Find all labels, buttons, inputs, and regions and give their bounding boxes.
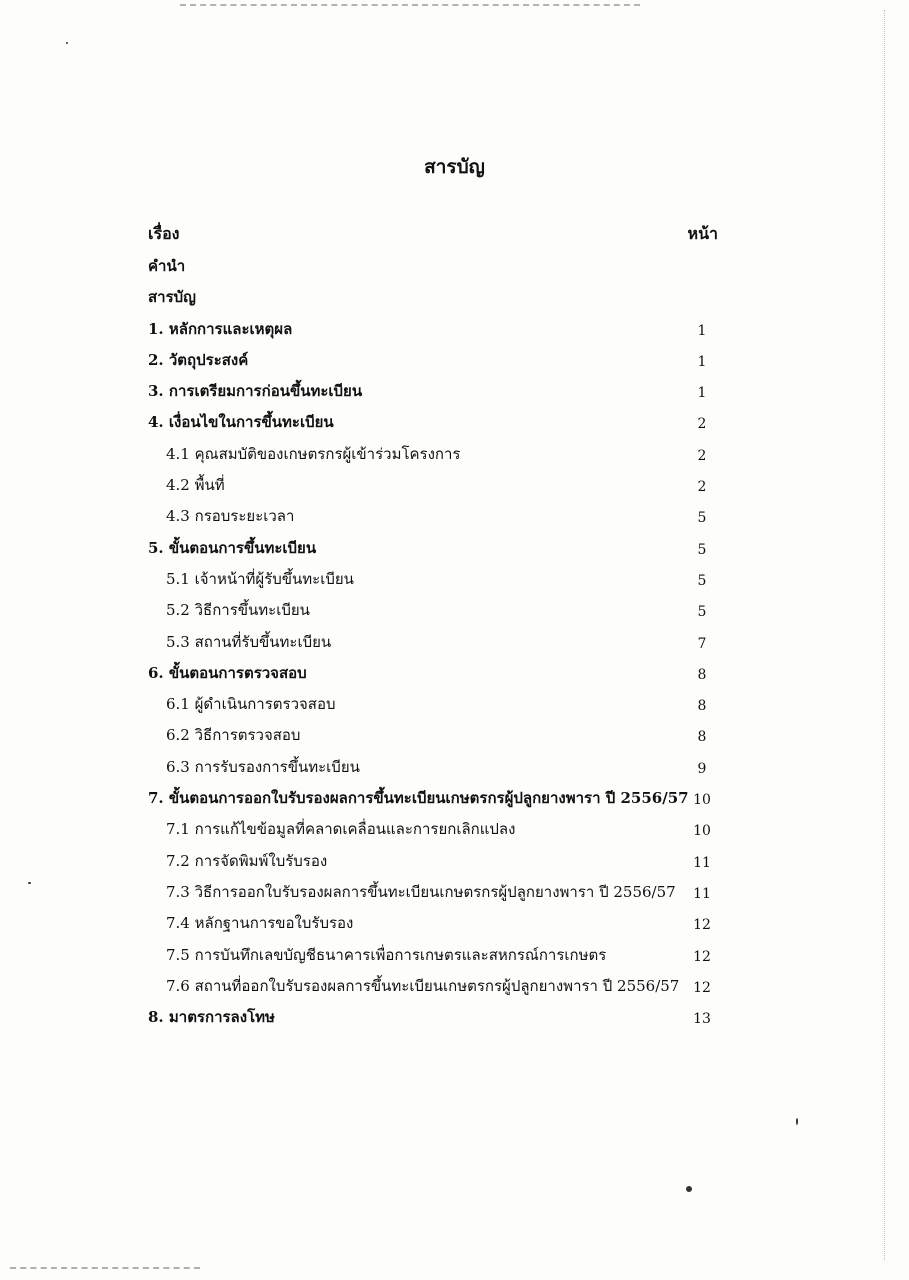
toc-entry-page: 12 xyxy=(693,917,711,934)
toc-entry xyxy=(148,848,718,879)
toc-entry-title: 7.5 การบันทึกเลขบัญชีธนาคารเพื่อการเกษตรและสหกรณ์การเกษตร xyxy=(166,945,607,964)
scan-artifact-bottom xyxy=(10,1267,200,1272)
toc-entry-page: 8 xyxy=(697,666,707,683)
toc-entry-title: 7.3 วิธีการออกใบรับรองผลการขึ้นทะเบียนเกษตรกรผู้ปลูกยางพารา ปี 2556/57 xyxy=(166,882,676,901)
toc-entry-title: 7. ขั้นตอนการออกใบรับรองผลการขึ้นทะเบียนเกษตรกรผู้ปลูกยางพารา ปี 2556/57 xyxy=(148,789,689,808)
toc-entry-page: 8 xyxy=(697,698,707,715)
toc-entry-page: 2 xyxy=(697,479,707,496)
toc-entry xyxy=(148,879,718,910)
toc-entry-page: 5 xyxy=(697,541,707,558)
toc-entry xyxy=(148,597,718,628)
toc-entry-title: 7.6 สถานที่ออกใบรับรองผลการขึ้นทะเบียนเกษตรกรผู้ปลูกยางพารา ปี 2556/57 xyxy=(166,976,680,995)
toc-entry xyxy=(148,973,718,1004)
scan-artifact-top xyxy=(180,4,640,9)
toc-entry-page: 2 xyxy=(697,416,707,433)
toc-entry xyxy=(148,441,718,472)
toc-entry-page: 12 xyxy=(693,948,711,965)
toc-entry-title: 5.1 เจ้าหน้าที่ผู้รับขึ้นทะเบียน xyxy=(166,569,354,588)
toc-entry-title: 6.1 ผู้ดำเนินการตรวจสอบ xyxy=(166,695,336,714)
scan-speck xyxy=(686,1186,692,1192)
toc-entry-title: 4.1 คุณสมบัติของเกษตรกรผู้เข้าร่วมโครงการ xyxy=(166,444,461,463)
toc-entry-page: 1 xyxy=(697,322,707,339)
toc-entry xyxy=(148,660,718,691)
toc-entry xyxy=(148,691,718,722)
toc-entry-page: 13 xyxy=(693,1011,711,1028)
toc-entry-page: 1 xyxy=(697,385,707,402)
scan-speck xyxy=(28,882,31,884)
toc-entry xyxy=(148,378,718,409)
toc-entry xyxy=(148,347,718,378)
toc-entry-title: 6. ขั้นตอนการตรวจสอบ xyxy=(148,663,307,682)
toc-entry-title: 8. มาตรการลงโทษ xyxy=(148,1008,275,1027)
page-title: สารบัญ xyxy=(424,156,485,178)
toc-entry-page: 8 xyxy=(697,729,707,746)
scan-speck xyxy=(796,1118,798,1125)
toc-entry xyxy=(148,503,718,534)
toc-entry xyxy=(148,1004,718,1035)
toc-entry-page: 10 xyxy=(693,823,711,840)
toc-entry-page: 9 xyxy=(697,760,707,777)
table-of-contents xyxy=(148,253,718,1035)
toc-entry-page: 5 xyxy=(697,572,707,589)
toc-entry-page: 12 xyxy=(693,979,711,996)
toc-entry xyxy=(148,816,718,847)
toc-entry xyxy=(148,722,718,753)
toc-entry-title: 5. ขั้นตอนการขึ้นทะเบียน xyxy=(148,538,317,557)
toc-entry xyxy=(148,785,718,816)
toc-entry-page: 5 xyxy=(697,510,707,527)
toc-entry xyxy=(148,316,718,347)
toc-entry xyxy=(148,566,718,597)
toc-entry-title: 7.1 การแก้ไขข้อมูลที่คลาดเคลื่อนและการยกเลิกแปลง xyxy=(166,820,516,839)
toc-entry xyxy=(148,284,718,315)
toc-entry-title: คำนำ xyxy=(148,257,186,275)
toc-entry-title: 3. การเตรียมการก่อนขึ้นทะเบียน xyxy=(148,382,363,401)
toc-entry-title: 7.2 การจัดพิมพ์ใบรับรอง xyxy=(166,851,328,870)
toc-entry-title: 2. วัตถุประสงค์ xyxy=(148,350,249,369)
toc-entry-title: 4. เงื่อนไขในการขึ้นทะเบียน xyxy=(148,413,334,432)
toc-entry-title: 5.3 สถานที่รับขึ้นทะเบียน xyxy=(166,632,332,651)
toc-entry-page: 10 xyxy=(693,792,711,809)
toc-entry-title: 6.3 การรับรองการขึ้นทะเบียน xyxy=(166,757,360,776)
toc-entry-title: 6.2 วิธีการตรวจสอบ xyxy=(166,726,301,745)
toc-entry-title: 7.4 หลักฐานการขอใบรับรอง xyxy=(166,914,354,933)
scan-speck xyxy=(66,42,68,44)
toc-entry-page: 5 xyxy=(697,604,707,621)
toc-entry-page: 11 xyxy=(693,885,711,902)
toc-entry xyxy=(148,942,718,973)
toc-entry-title: 1. หลักการและเหตุผล xyxy=(148,319,293,338)
toc-entry xyxy=(148,472,718,503)
toc-header-subject: เรื่อง xyxy=(148,224,180,243)
toc-entry xyxy=(148,253,718,284)
toc-entry xyxy=(148,910,718,941)
scan-artifact-right xyxy=(884,10,887,1260)
toc-entry-page: 7 xyxy=(697,635,707,652)
toc-entry-page: 11 xyxy=(693,854,711,871)
toc-header xyxy=(148,222,718,248)
toc-header-page: หน้า xyxy=(687,224,718,243)
toc-entry-title: 4.2 พื้นที่ xyxy=(166,476,225,495)
toc-entry-title: 5.2 วิธีการขึ้นทะเบียน xyxy=(166,601,310,620)
toc-entry xyxy=(148,754,718,785)
toc-entry-title: 4.3 กรอบระยะเวลา xyxy=(166,507,295,526)
toc-entry xyxy=(148,629,718,660)
toc-entry-title: สารบัญ xyxy=(148,288,196,307)
toc-entry xyxy=(148,535,718,566)
toc-entry-page: 1 xyxy=(697,353,707,370)
toc-entry xyxy=(148,409,718,440)
toc-entry-page: 2 xyxy=(697,447,707,464)
